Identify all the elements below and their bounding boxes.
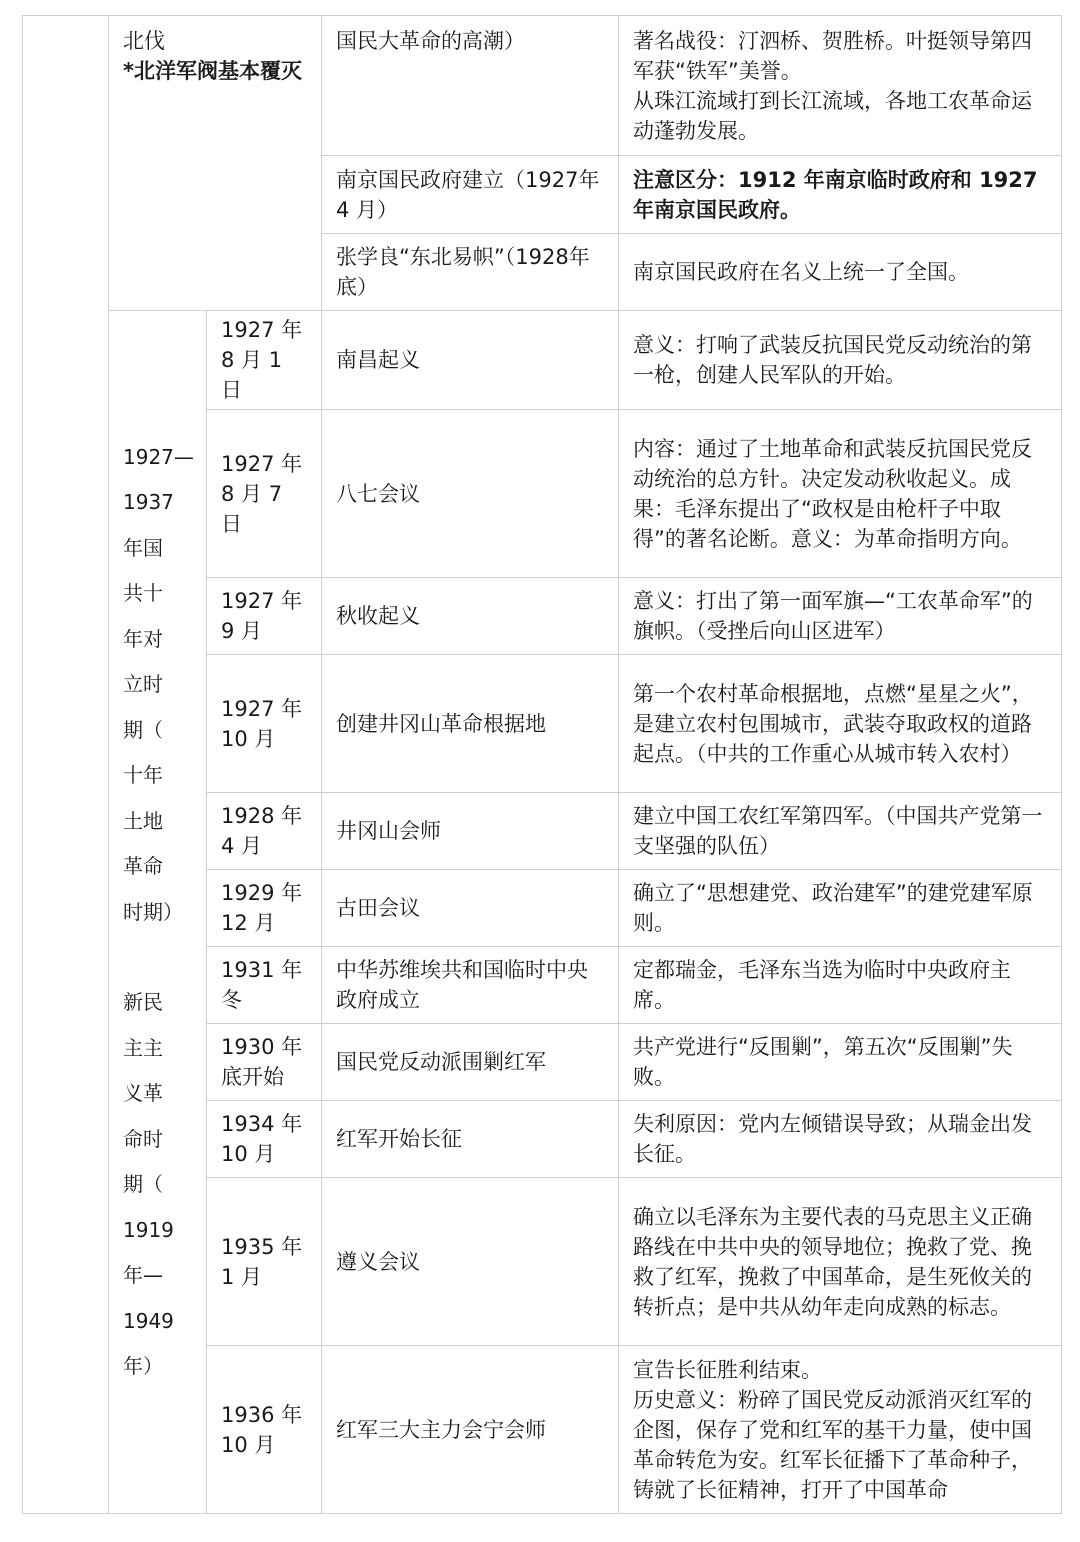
event-cell: 八七会议: [322, 410, 619, 578]
period-label-cell: [109, 311, 207, 1514]
note-cell: 南京国民政府在名义上统一了全国。: [619, 234, 1062, 311]
event-cell: 古田会议: [322, 870, 619, 947]
note-cell: 第一个农村革命根据地，点燃“星星之火”，是建立农村包围城市，武装夺取政权的道路起点。（中共的工作重心从城市转入农村）: [619, 655, 1062, 793]
note-cell: 共产党进行“反围剿”，第五次“反围剿”失败。: [619, 1024, 1062, 1101]
event-cell: 南京国民政府建立（1927年 4 月）: [322, 156, 619, 234]
table-row: [23, 311, 1062, 410]
note-cell: 定都瑞金，毛泽东当选为临时中央政府主席。: [619, 947, 1062, 1024]
date-cell: 1935 年 1 月: [207, 1178, 322, 1346]
date-cell: 1927 年 9 月: [207, 578, 322, 655]
date-cell: 1927 年 10 月: [207, 655, 322, 793]
date-cell: 1936 年 10 月: [207, 1346, 322, 1514]
section-title: 北伐: [123, 29, 165, 53]
event-cell: 红军三大主力会宁会师: [322, 1346, 619, 1514]
date-cell: 1934 年 10 月: [207, 1101, 322, 1178]
table-row: [23, 16, 1062, 156]
note-cell: 宣告长征胜利结束。 历史意义：粉碎了国民党反动派消灭红军的企图，保存了党和红军的基干力量，使中国革命转危为安。红军长征播下了革命种子，铸就了长征精神，打开了中国革命: [619, 1346, 1062, 1514]
note-cell: 确立以毛泽东为主要代表的马克思主义正确路线在中共中央的领导地位；挽救了党、挽救了红军，挽救了中国革命，是生死攸关的转折点；是中共从幼年走向成熟的标志。: [619, 1178, 1062, 1346]
date-cell: 1927 年 8 月 1 日: [207, 311, 322, 410]
history-table: [22, 15, 1062, 1514]
section-header-cell: [109, 16, 322, 311]
event-cell: 遵义会议: [322, 1178, 619, 1346]
event-cell: 国民大革命的高潮）: [322, 16, 619, 156]
note-cell: 注意区分：1912 年南京临时政府和 1927 年南京国民政府。: [619, 156, 1062, 234]
note-cell: 失利原因：党内左倾错误导致；从瑞金出发长征。: [619, 1101, 1062, 1178]
event-cell: 中华苏维埃共和国临时中央政府成立: [322, 947, 619, 1024]
event-cell: 秋收起义: [322, 578, 619, 655]
note-cell: 内容：通过了土地革命和武装反抗国民党反动统治的总方针。决定发动秋收起义。成果：毛泽东提出了“政权是由枪杆子中取得”的著名论断。意义：为革命指明方向。: [619, 410, 1062, 578]
event-cell: 红军开始长征: [322, 1101, 619, 1178]
era-column-cell: [23, 16, 109, 1514]
event-cell: 井冈山会师: [322, 793, 619, 870]
event-cell: 南昌起义: [322, 311, 619, 410]
event-cell: 创建井冈山革命根据地: [322, 655, 619, 793]
note-cell: 意义：打响了武装反抗国民党反动统治的第一枪，创建人民军队的开始。: [619, 311, 1062, 410]
period-label-part2: 新民 主主 义革 命时 期（ 1919 年— 1949 年）: [123, 990, 174, 1378]
date-cell: 1928 年 4 月: [207, 793, 322, 870]
date-cell: 1931 年 冬: [207, 947, 322, 1024]
date-cell: 1929 年 12 月: [207, 870, 322, 947]
date-cell: 1930 年 底开始: [207, 1024, 322, 1101]
event-cell: 张学良“东北易帜”（1928年底）: [322, 234, 619, 311]
note-cell: 意义：打出了第一面军旗—“工农革命军”的旗帜。（受挫后向山区进军）: [619, 578, 1062, 655]
event-cell: 国民党反动派围剿红军: [322, 1024, 619, 1101]
note-cell: 著名战役：汀泗桥、贺胜桥。叶挺领导第四军获“铁军”美誉。 从珠江流域打到长江流域，各地工农革命运动蓬勃发展。: [619, 16, 1062, 156]
note-cell: 确立了“思想建党、政治建军”的建党建军原则。: [619, 870, 1062, 947]
note-cell: 建立中国工农红军第四军。（中国共产党第一支坚强的队伍）: [619, 793, 1062, 870]
period-label-part1: 1927— 1937 年国 共十 年对 立时 期（ 十年 土地 革命 时期）: [123, 444, 194, 924]
section-subtitle: *北洋军阀基本覆灭: [123, 59, 302, 83]
date-cell: 1927 年 8 月 7 日: [207, 410, 322, 578]
